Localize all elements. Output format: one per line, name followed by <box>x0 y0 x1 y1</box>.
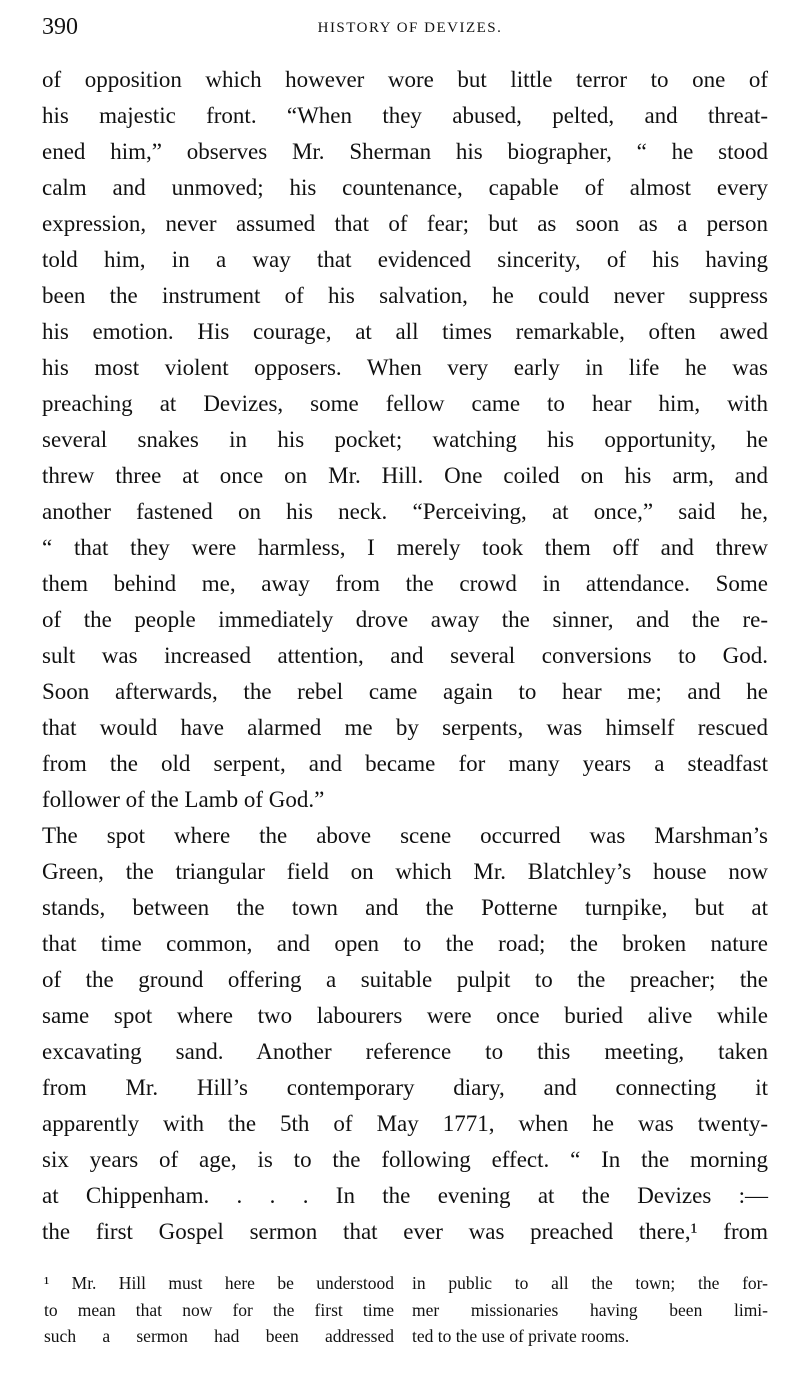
text-line: his emotion. His courage, at all times remarkable, often awed <box>42 319 768 344</box>
footnote-line: such a sermon had been addressed <box>44 1326 394 1346</box>
text-line: stands, between the town and the Potterne turnpike, but at <box>42 895 768 920</box>
text-line: several snakes in his pocket; watching his opportunity, he <box>42 427 768 452</box>
text-line: apparently with the 5th of May 1771, when he was twenty- <box>42 1111 768 1136</box>
text-line: Soon afterwards, the rebel came again to hear me; and he <box>42 679 768 704</box>
text-line: them behind me, away from the crowd in attendance. Some <box>42 571 768 596</box>
footnote-right-column <box>412 1270 768 1350</box>
text-line: expression, never assumed that of fear; but as soon as a person <box>42 211 768 236</box>
body-text <box>42 62 768 1250</box>
text-line: his majestic front. “When they abused, pelted, and threat- <box>42 103 768 128</box>
footnote-line: ted to the use of private rooms. <box>412 1326 630 1346</box>
text-line: same spot where two labourers were once buried alive while <box>42 1003 768 1028</box>
text-line: of the people immediately drove away the sinner, and the re- <box>42 607 768 632</box>
text-line: been the instrument of his salvation, he could never suppress <box>42 283 768 308</box>
text-line: calm and unmoved; his countenance, capable of almost every <box>42 175 768 200</box>
text-line: sult was increased attention, and several conversions to God. <box>42 643 768 668</box>
text-line: threw three at once on Mr. Hill. One coiled on his arm, and <box>42 463 768 488</box>
text-line: preaching at Devizes, some fellow came to hear him, with <box>42 391 768 416</box>
footnote-left-column <box>44 1270 394 1350</box>
text-line: excavating sand. Another reference to this meeting, taken <box>42 1039 768 1064</box>
text-line: his most violent opposers. When very early in life he was <box>42 355 768 380</box>
text-line: follower of the Lamb of God.” <box>42 787 325 812</box>
text-line: “ that they were harmless, I merely took them off and threw <box>42 535 768 560</box>
text-line: the first Gospel sermon that ever was preached there,¹ from <box>42 1219 768 1244</box>
text-line: of the ground offering a suitable pulpit to the preacher; the <box>42 967 768 992</box>
text-line: ened him,” observes Mr. Sherman his biographer, “ he stood <box>42 139 768 164</box>
footnote-line: to mean that now for the first time <box>44 1299 394 1320</box>
text-line: from the old serpent, and became for many years a steadfast <box>42 751 768 776</box>
text-line: Green, the triangular field on which Mr. Blatchley’s house now <box>42 859 768 884</box>
footnote-line: in public to all the town; the for- <box>412 1273 768 1293</box>
text-line: told him, in a way that evidenced sincerity, of his having <box>42 247 768 272</box>
text-line: of opposition which however wore but little terror to one of <box>42 67 768 92</box>
text-line: another fastened on his neck. “Perceiving, at once,” said he, <box>42 499 768 524</box>
text-line: six years of age, is to the following effect. “ In the morning <box>42 1147 768 1172</box>
text-line: that would have alarmed me by serpents, was himself rescued <box>42 715 768 740</box>
text-line: The spot where the above scene occurred was Marshman’s <box>42 823 768 848</box>
text-line: that time common, and open to the road; the broken nature <box>42 931 768 956</box>
footnote-line: mer missionaries having been limi- <box>412 1299 768 1320</box>
running-title: HISTORY OF DEVIZES. <box>317 20 503 36</box>
footnote-line: ¹ Mr. Hill must here be understood <box>44 1273 394 1293</box>
text-line: from Mr. Hill’s contemporary diary, and connecting it <box>42 1075 768 1100</box>
text-line: at Chippenham. . . . In the evening at the Devizes :— <box>42 1183 768 1208</box>
page-number: 390 <box>42 14 78 40</box>
